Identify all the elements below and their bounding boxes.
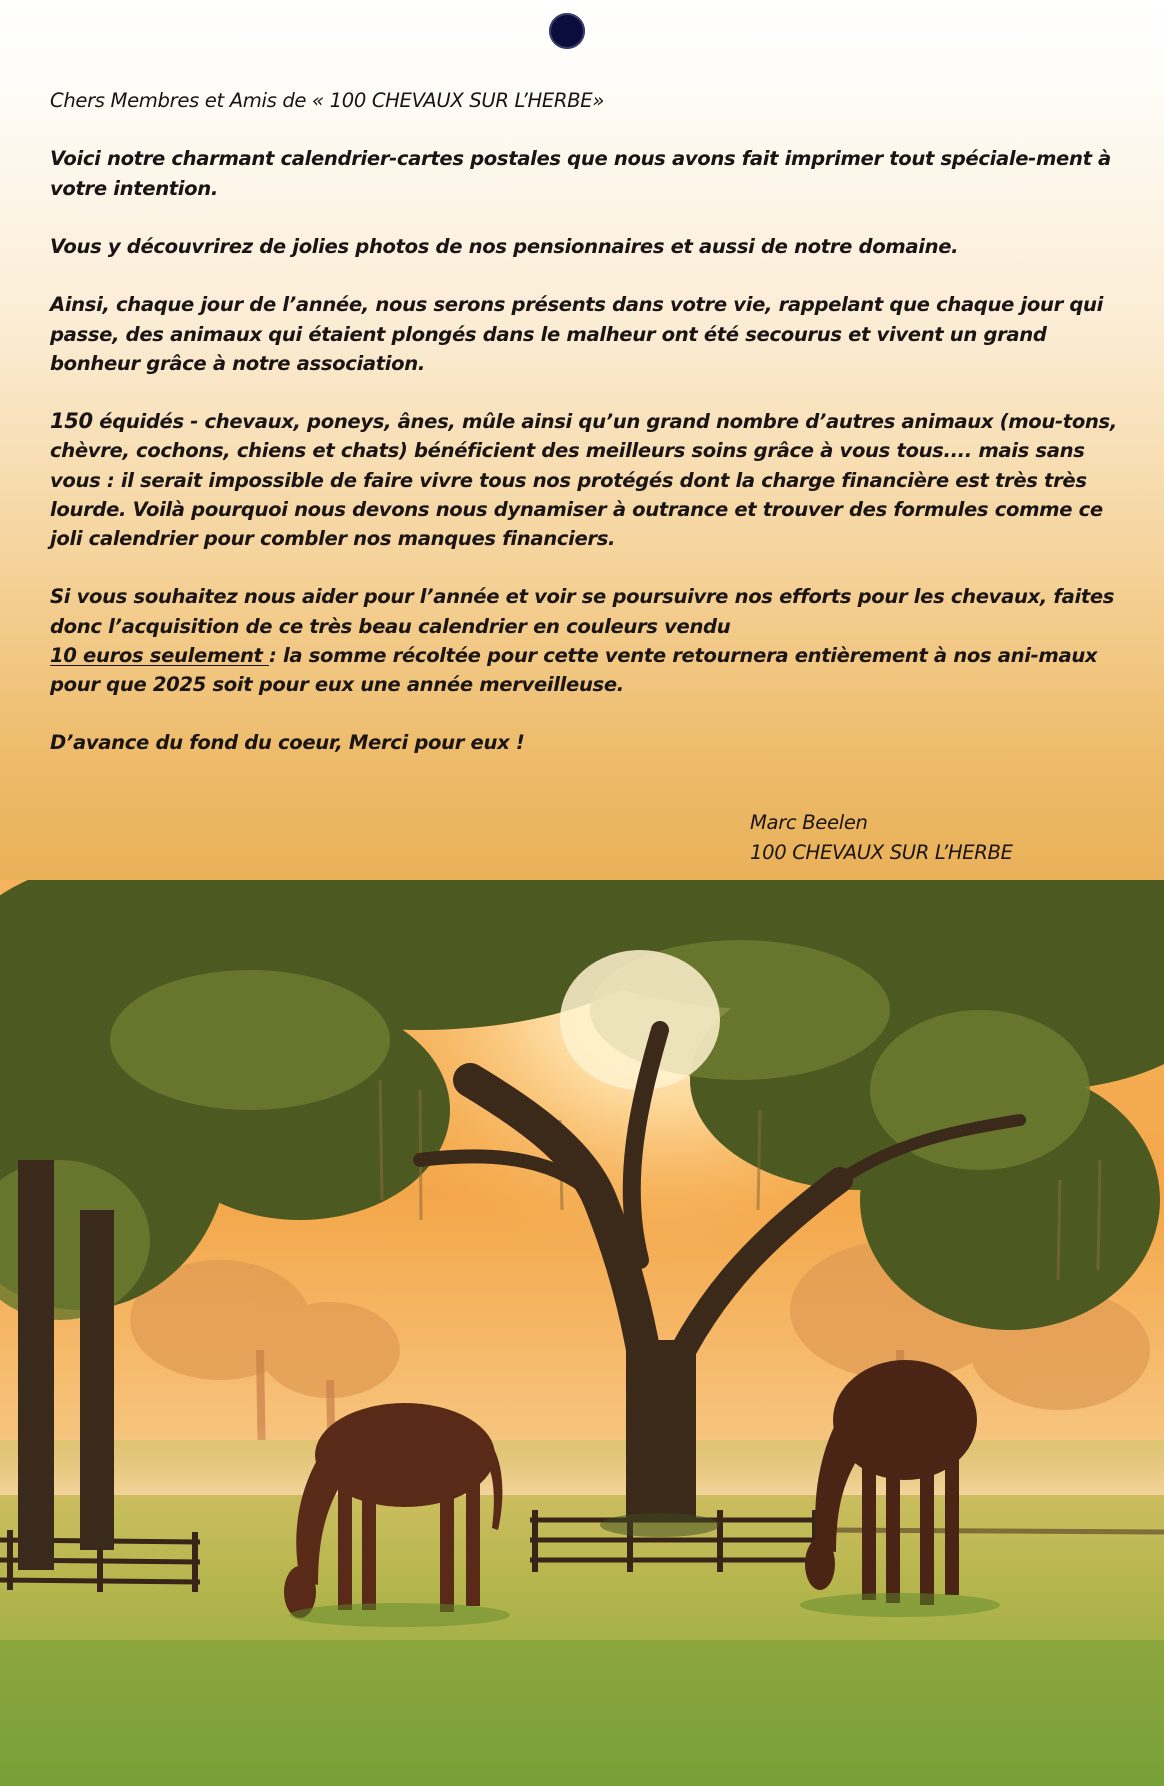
- letter-paragraph-5-rest: : la somme récoltée pour cette vente retournera entièrement à nos ani-maux pour que 2025 soit pour eux une année merveilleuse.: [50, 643, 1098, 696]
- price-highlight: 10 euros seulement: [50, 643, 270, 667]
- letter-body: [50, 86, 1120, 787]
- letter-paragraph-3: Ainsi, chaque jour de l’année, nous serons présents dans votre vie, rappelant que chaque jour qui passe, des animaux qui étaient plongés dans le malheur ont été secourus et vivent un grand bonheur grâce à notre association.: [50, 293, 1103, 375]
- signature-name: Marc Beelen: [750, 811, 868, 834]
- sunrise-pasture-illustration: [0, 880, 1164, 1786]
- letter-paragraph-1: Voici notre charmant calendrier-cartes postales que nous avons fait imprimer tout spéciale-ment à votre intention.: [50, 147, 1111, 200]
- binding-hole-icon: [549, 13, 585, 49]
- letter-panel: [0, 0, 1164, 880]
- letter-paragraph-4-text: équidés - chevaux, poneys, ânes, mûle ainsi qu’un grand nombre d’autres animaux (mou-tons, chèvre, cochons, chiens et chats) bénéficient des meilleurs soins grâce à vous tous.... mais sans vous : il serait impossible de faire vivre tous nos protégés dont la charge financière est très très lourde. Voilà pourquoi nous devons nous dynamiser à outrance et trouver des formules comme ce joli calendrier pour combler nos manques financiers.: [50, 410, 1117, 550]
- letter-closing: D’avance du fond du coeur, Merci pour eux !: [50, 731, 525, 755]
- letter-paragraph-5: [50, 582, 1120, 699]
- letter-paragraph-4: [50, 407, 1120, 553]
- horses-pasture-photo: [0, 880, 1164, 1786]
- signature: [750, 808, 1013, 868]
- letter-paragraph-2: Vous y découvrirez de jolies photos de nos pensionnaires et aussi de notre domaine.: [50, 234, 959, 258]
- letter-greeting: Chers Membres et Amis de « 100 CHEVAUX SUR L’HERBE»: [50, 89, 604, 112]
- horse-count: 150: [50, 409, 93, 434]
- signature-org: 100 CHEVAUX SUR L’HERBE: [750, 841, 1013, 864]
- letter-paragraph-5-text: Si vous souhaitez nous aider pour l’année et voir se poursuivre nos efforts pour les chevaux, faites donc l’acquisition de ce très beau calendrier en couleurs vendu: [50, 585, 1115, 638]
